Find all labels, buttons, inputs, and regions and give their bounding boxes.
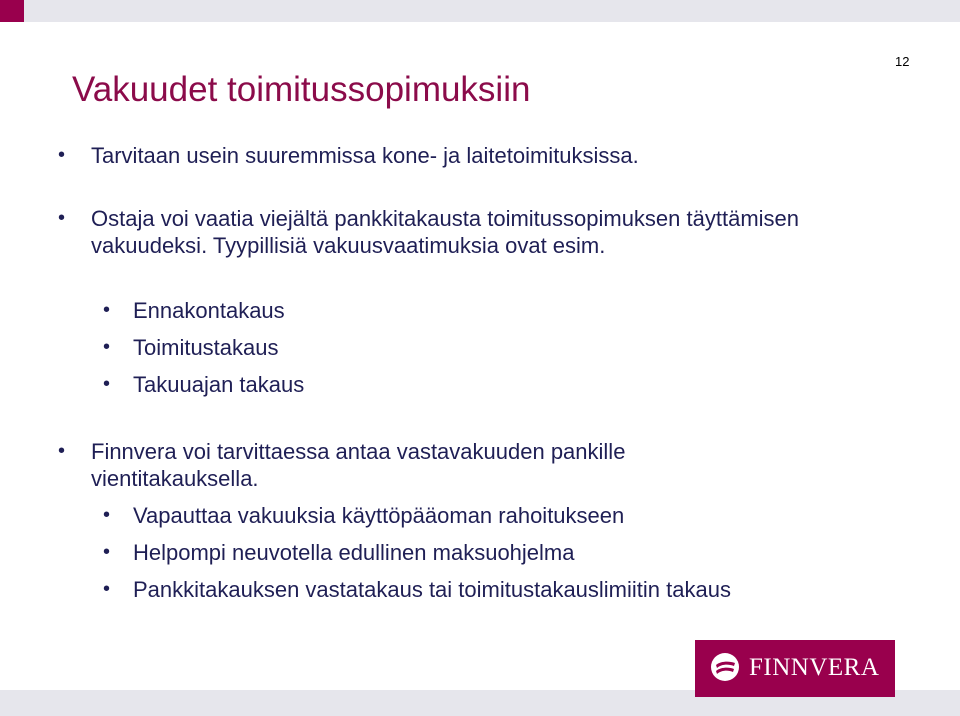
sub-bullet-text: Helpompi neuvotella edullinen maksuohjelma [133, 540, 575, 565]
bullet-dot: • [103, 504, 111, 526]
bullet-item [58, 205, 811, 259]
sub-bullet-text: Ennakontakaus [133, 298, 285, 323]
bullet-dot: • [103, 336, 111, 358]
finnvera-logo [695, 640, 895, 697]
sub-bullet-item [103, 539, 893, 566]
bullet-item [58, 438, 771, 492]
top-bar-light [24, 0, 960, 22]
sub-bullet-text: Vapauttaa vakuuksia käyttöpääoman rahoitukseen [133, 503, 625, 528]
sub-bullet-text: Toimitustakaus [133, 335, 279, 360]
logo-text: FINNVERA [749, 654, 880, 681]
bullet-dot: • [58, 440, 66, 462]
sub-bullet-item [103, 334, 893, 361]
bullet-dot: • [58, 207, 66, 229]
sub-bullet-text: Takuuajan takaus [133, 372, 305, 397]
bullet-dot: • [103, 541, 111, 563]
bullet-text: Ostaja voi vaatia viejältä pankkitakausta toimitussopimuksen täyttämisen vakuudeksi. Tyypillisiä vakuusvaatimuksia ovat esim. [91, 206, 800, 258]
bullet-text: Tarvitaan usein suuremmissa kone- ja laitetoimituksissa. [91, 143, 639, 168]
page-number: 12 [895, 54, 910, 69]
bullet-dot: • [58, 144, 66, 166]
top-bar [0, 0, 960, 22]
bullet-dot: • [103, 373, 111, 395]
bullet-item [58, 142, 851, 169]
sub-bullet-item [103, 576, 793, 603]
slide-title: Vakuudet toimitussopimuksiin [72, 70, 531, 109]
bullet-text: Finnvera voi tarvittaessa antaa vastavakuuden pankille vientitakauksella. [91, 439, 626, 491]
bullet-dot: • [103, 578, 111, 600]
sub-bullet-item [103, 502, 893, 529]
sub-bullet-item [103, 297, 893, 324]
sub-bullet-item [103, 371, 893, 398]
sub-bullet-text: Pankkitakauksen vastatakaus tai toimitustakauslimiitin takaus [133, 577, 731, 602]
finnvera-emblem-icon [710, 652, 740, 682]
bullet-dot: • [103, 299, 111, 321]
